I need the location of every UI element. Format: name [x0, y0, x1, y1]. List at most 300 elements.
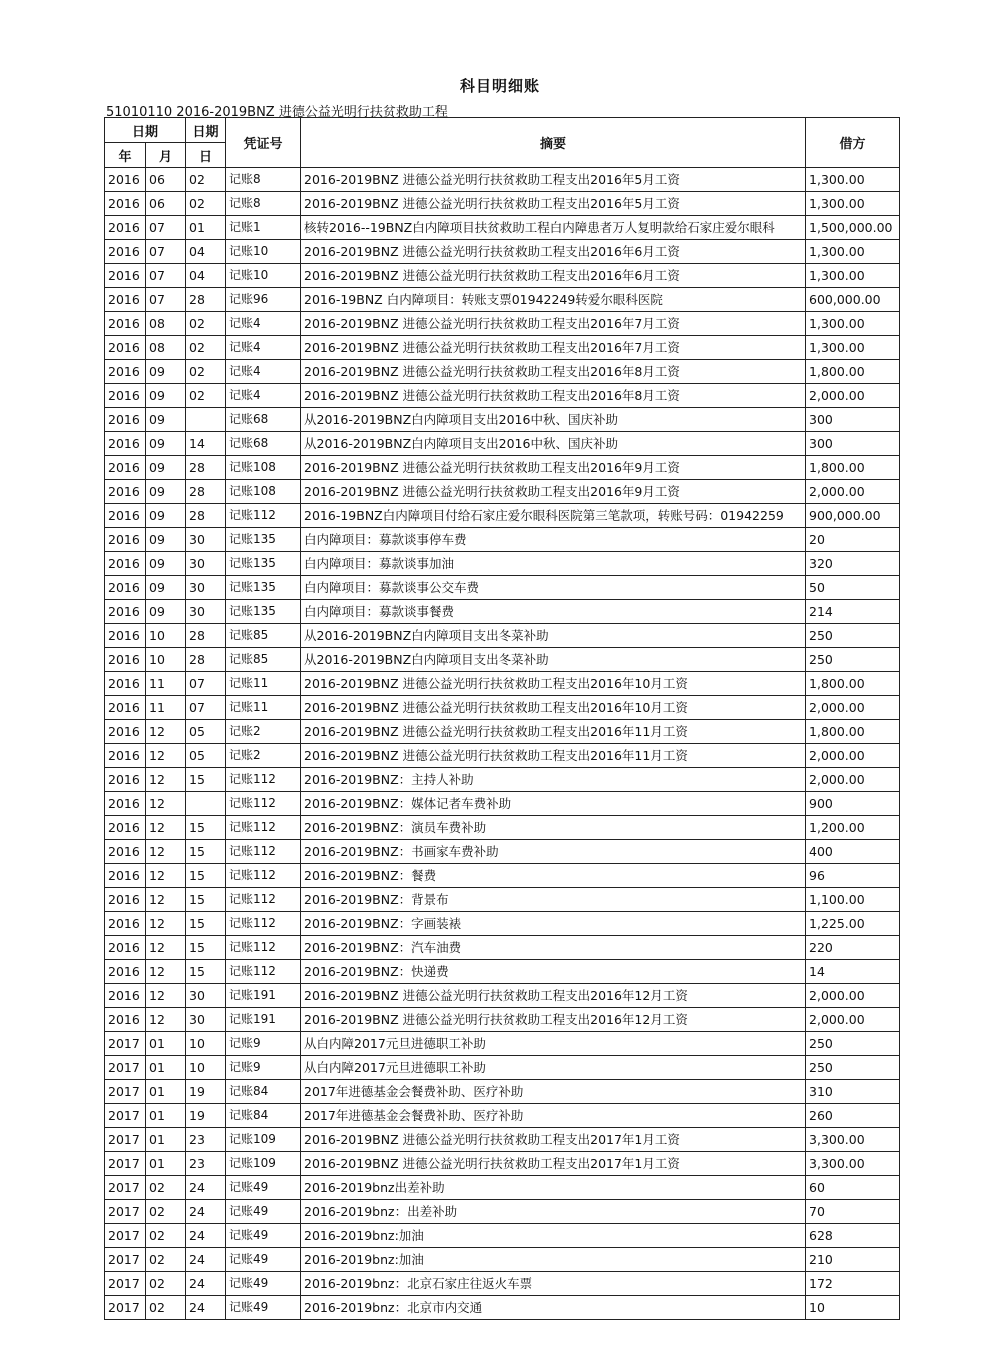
cell-month: 09: [146, 552, 186, 576]
cell-summary: 2016-2019bnz：北京石家庄往返火车票: [301, 1272, 806, 1296]
table-row: [105, 1128, 900, 1152]
cell-summary: 2016-19BNZ 白内障项目：转账支票01942249转爱尔眼科医院: [301, 288, 806, 312]
cell-day: 05: [186, 720, 226, 744]
table-row: [105, 936, 900, 960]
cell-voucher: 记账4: [226, 336, 301, 360]
cell-month: 01: [146, 1080, 186, 1104]
cell-debit: 1,300.00: [806, 240, 900, 264]
cell-voucher: 记账112: [226, 960, 301, 984]
table-row: [105, 624, 900, 648]
cell-debit: 1,300.00: [806, 168, 900, 192]
cell-month: 02: [146, 1296, 186, 1320]
cell-summary: 2016-2019BNZ 进德公益光明行扶贫救助工程支出2016年5月工资: [301, 192, 806, 216]
table-row: [105, 648, 900, 672]
cell-debit: 310: [806, 1080, 900, 1104]
cell-debit: 1,800.00: [806, 456, 900, 480]
cell-year: 2016: [105, 240, 146, 264]
cell-month: 12: [146, 768, 186, 792]
table-row: [105, 1152, 900, 1176]
cell-year: 2016: [105, 312, 146, 336]
cell-summary: 2016-2019BNZ 进德公益光明行扶贫救助工程支出2017年1月工资: [301, 1152, 806, 1176]
cell-month: 09: [146, 504, 186, 528]
cell-debit: 1,300.00: [806, 336, 900, 360]
cell-debit: 1,800.00: [806, 720, 900, 744]
cell-day: 28: [186, 288, 226, 312]
cell-month: 12: [146, 960, 186, 984]
cell-debit: 2,000.00: [806, 696, 900, 720]
cell-year: 2016: [105, 168, 146, 192]
cell-debit: 2,000.00: [806, 480, 900, 504]
cell-day: 04: [186, 264, 226, 288]
cell-day: 05: [186, 744, 226, 768]
cell-day: 15: [186, 936, 226, 960]
cell-month: 12: [146, 1008, 186, 1032]
cell-voucher: 记账68: [226, 408, 301, 432]
cell-year: 2017: [105, 1176, 146, 1200]
cell-summary: 2016-2019BNZ：背景布: [301, 888, 806, 912]
cell-voucher: 记账135: [226, 600, 301, 624]
cell-debit: 50: [806, 576, 900, 600]
table-row: [105, 1176, 900, 1200]
cell-year: 2016: [105, 408, 146, 432]
cell-day: 28: [186, 624, 226, 648]
cell-debit: 96: [806, 864, 900, 888]
header-voucher: 凭证号: [226, 118, 301, 168]
cell-year: 2017: [105, 1104, 146, 1128]
cell-year: 2016: [105, 552, 146, 576]
cell-day: 02: [186, 168, 226, 192]
cell-debit: 900,000.00: [806, 504, 900, 528]
table-row: [105, 888, 900, 912]
cell-year: 2016: [105, 840, 146, 864]
cell-summary: 2016-2019bnz:加油: [301, 1248, 806, 1272]
cell-summary: 2016-2019BNZ 进德公益光明行扶贫救助工程支出2016年11月工资: [301, 720, 806, 744]
table-row: [105, 1224, 900, 1248]
table-row: [105, 528, 900, 552]
cell-year: 2016: [105, 696, 146, 720]
cell-voucher: 记账49: [226, 1248, 301, 1272]
cell-summary: 2016-2019bnz：出差补助: [301, 1200, 806, 1224]
cell-summary: 2017年进德基金会餐费补助、医疗补助: [301, 1104, 806, 1128]
cell-debit: 1,225.00: [806, 912, 900, 936]
cell-day: 02: [186, 360, 226, 384]
cell-voucher: 记账9: [226, 1056, 301, 1080]
cell-debit: 60: [806, 1176, 900, 1200]
header-day: 日: [186, 143, 226, 168]
cell-day: 23: [186, 1128, 226, 1152]
cell-debit: 300: [806, 432, 900, 456]
cell-summary: 2016-2019BNZ：餐费: [301, 864, 806, 888]
cell-debit: 70: [806, 1200, 900, 1224]
cell-voucher: 记账85: [226, 648, 301, 672]
cell-voucher: 记账109: [226, 1128, 301, 1152]
header-date: 日期: [105, 118, 186, 143]
cell-debit: 600,000.00: [806, 288, 900, 312]
table-row: [105, 312, 900, 336]
cell-voucher: 记账191: [226, 984, 301, 1008]
header-month: 月: [146, 143, 186, 168]
table-row: [105, 192, 900, 216]
cell-year: 2017: [105, 1056, 146, 1080]
table-row: [105, 696, 900, 720]
cell-debit: 210: [806, 1248, 900, 1272]
cell-debit: 250: [806, 648, 900, 672]
cell-day: 15: [186, 768, 226, 792]
cell-voucher: 记账112: [226, 840, 301, 864]
cell-month: 06: [146, 192, 186, 216]
cell-month: 01: [146, 1056, 186, 1080]
cell-year: 2016: [105, 960, 146, 984]
cell-month: 01: [146, 1152, 186, 1176]
cell-debit: 1,500,000.00: [806, 216, 900, 240]
cell-debit: 250: [806, 1056, 900, 1080]
cell-day: 30: [186, 1008, 226, 1032]
cell-month: 12: [146, 984, 186, 1008]
cell-summary: 2016-2019BNZ：字画装裱: [301, 912, 806, 936]
cell-summary: 2016-2019BNZ 进德公益光明行扶贫救助工程支出2016年11月工资: [301, 744, 806, 768]
cell-voucher: 记账84: [226, 1080, 301, 1104]
cell-summary: 白内障项目：募款谈事停车费: [301, 528, 806, 552]
table-row: [105, 792, 900, 816]
cell-voucher: 记账96: [226, 288, 301, 312]
cell-month: 01: [146, 1032, 186, 1056]
table-row: [105, 360, 900, 384]
cell-month: 07: [146, 288, 186, 312]
cell-year: 2017: [105, 1200, 146, 1224]
table-row: [105, 768, 900, 792]
cell-year: 2017: [105, 1128, 146, 1152]
cell-summary: 2016-2019BNZ：演员车费补助: [301, 816, 806, 840]
cell-day: 15: [186, 912, 226, 936]
cell-day: 23: [186, 1152, 226, 1176]
table-row: [105, 216, 900, 240]
cell-day: 07: [186, 672, 226, 696]
account-subtitle: 51010110 2016-2019BNZ 进德公益光明行扶贫救助工程: [106, 105, 448, 120]
cell-month: 01: [146, 1128, 186, 1152]
cell-year: 2016: [105, 216, 146, 240]
cell-year: 2016: [105, 768, 146, 792]
cell-summary: 2017年进德基金会餐费补助、医疗补助: [301, 1080, 806, 1104]
cell-year: 2016: [105, 936, 146, 960]
cell-day: 24: [186, 1296, 226, 1320]
cell-day: 28: [186, 480, 226, 504]
cell-day: 30: [186, 984, 226, 1008]
cell-year: 2016: [105, 576, 146, 600]
cell-year: 2016: [105, 1008, 146, 1032]
cell-year: 2016: [105, 528, 146, 552]
cell-debit: 400: [806, 840, 900, 864]
cell-day: 19: [186, 1080, 226, 1104]
cell-day: 10: [186, 1032, 226, 1056]
cell-debit: 214: [806, 600, 900, 624]
cell-voucher: 记账68: [226, 432, 301, 456]
cell-day: 24: [186, 1176, 226, 1200]
cell-day: 15: [186, 816, 226, 840]
table-row: [105, 960, 900, 984]
table-row: [105, 240, 900, 264]
cell-year: 2016: [105, 744, 146, 768]
cell-voucher: 记账11: [226, 672, 301, 696]
cell-summary: 2016-2019BNZ：主持人补助: [301, 768, 806, 792]
cell-year: 2017: [105, 1296, 146, 1320]
cell-month: 11: [146, 672, 186, 696]
table-row: [105, 1008, 900, 1032]
cell-year: 2017: [105, 1248, 146, 1272]
cell-voucher: 记账4: [226, 384, 301, 408]
cell-month: 12: [146, 936, 186, 960]
table-row: [105, 384, 900, 408]
cell-day: 30: [186, 576, 226, 600]
cell-voucher: 记账112: [226, 768, 301, 792]
cell-month: 02: [146, 1200, 186, 1224]
cell-summary: 2016-2019BNZ 进德公益光明行扶贫救助工程支出2016年9月工资: [301, 480, 806, 504]
cell-summary: 2016-2019BNZ 进德公益光明行扶贫救助工程支出2016年8月工资: [301, 384, 806, 408]
cell-day: 02: [186, 312, 226, 336]
header-summary: 摘要: [301, 118, 806, 168]
cell-year: 2016: [105, 504, 146, 528]
table-row: [105, 672, 900, 696]
cell-month: 10: [146, 624, 186, 648]
cell-month: 09: [146, 600, 186, 624]
cell-voucher: 记账108: [226, 480, 301, 504]
ledger-header: [105, 118, 900, 168]
cell-summary: 白内障项目：募款谈事公交车费: [301, 576, 806, 600]
cell-month: 12: [146, 744, 186, 768]
cell-summary: 2016-2019BNZ：快递费: [301, 960, 806, 984]
cell-day: 19: [186, 1104, 226, 1128]
cell-debit: 172: [806, 1272, 900, 1296]
cell-day: 02: [186, 336, 226, 360]
cell-month: 08: [146, 336, 186, 360]
cell-year: 2016: [105, 984, 146, 1008]
cell-voucher: 记账1: [226, 216, 301, 240]
cell-year: 2017: [105, 1224, 146, 1248]
cell-month: 08: [146, 312, 186, 336]
cell-voucher: 记账49: [226, 1224, 301, 1248]
header-debit: 借方: [806, 118, 900, 168]
cell-debit: 1,100.00: [806, 888, 900, 912]
table-row: [105, 168, 900, 192]
cell-voucher: 记账112: [226, 792, 301, 816]
table-row: [105, 600, 900, 624]
table-row: [105, 864, 900, 888]
cell-day: 15: [186, 864, 226, 888]
cell-debit: 3,300.00: [806, 1152, 900, 1176]
cell-voucher: 记账191: [226, 1008, 301, 1032]
cell-debit: 300: [806, 408, 900, 432]
cell-year: 2016: [105, 288, 146, 312]
cell-day: 10: [186, 1056, 226, 1080]
table-row: [105, 1248, 900, 1272]
cell-day: 24: [186, 1248, 226, 1272]
cell-summary: 2016-2019BNZ 进德公益光明行扶贫救助工程支出2016年6月工资: [301, 240, 806, 264]
cell-summary: 从白内障2017元旦进德职工补助: [301, 1056, 806, 1080]
cell-summary: 2016-2019BNZ 进德公益光明行扶贫救助工程支出2016年10月工资: [301, 696, 806, 720]
cell-summary: 2016-2019bnz:加油: [301, 1224, 806, 1248]
cell-voucher: 记账112: [226, 816, 301, 840]
cell-month: 10: [146, 648, 186, 672]
cell-voucher: 记账11: [226, 696, 301, 720]
cell-month: 09: [146, 432, 186, 456]
cell-day: [186, 408, 226, 432]
cell-voucher: 记账109: [226, 1152, 301, 1176]
cell-year: 2016: [105, 864, 146, 888]
table-row: [105, 1200, 900, 1224]
cell-year: 2016: [105, 600, 146, 624]
cell-summary: 2016-2019BNZ 进德公益光明行扶贫救助工程支出2017年1月工资: [301, 1128, 806, 1152]
cell-day: 15: [186, 840, 226, 864]
cell-summary: 2016-2019BNZ：媒体记者车费补助: [301, 792, 806, 816]
cell-debit: 1,300.00: [806, 312, 900, 336]
cell-debit: 2,000.00: [806, 384, 900, 408]
cell-debit: 1,800.00: [806, 672, 900, 696]
cell-day: 24: [186, 1272, 226, 1296]
cell-year: 2016: [105, 192, 146, 216]
cell-year: 2016: [105, 792, 146, 816]
cell-day: 15: [186, 960, 226, 984]
cell-month: 12: [146, 816, 186, 840]
cell-summary: 从白内障2017元旦进德职工补助: [301, 1032, 806, 1056]
cell-year: 2016: [105, 720, 146, 744]
cell-month: 07: [146, 240, 186, 264]
cell-year: 2016: [105, 480, 146, 504]
cell-day: 28: [186, 504, 226, 528]
cell-debit: 628: [806, 1224, 900, 1248]
cell-debit: 220: [806, 936, 900, 960]
table-row: [105, 480, 900, 504]
cell-month: 07: [146, 264, 186, 288]
cell-summary: 2016-2019bnz：北京市内交通: [301, 1296, 806, 1320]
cell-year: 2016: [105, 456, 146, 480]
cell-summary: 白内障项目：募款谈事加油: [301, 552, 806, 576]
cell-day: 30: [186, 552, 226, 576]
cell-summary: 2016-2019BNZ 进德公益光明行扶贫救助工程支出2016年12月工资: [301, 1008, 806, 1032]
table-row: [105, 744, 900, 768]
cell-summary: 从2016-2019BNZ白内障项目支出2016中秋、国庆补助: [301, 432, 806, 456]
cell-day: 14: [186, 432, 226, 456]
cell-month: 06: [146, 168, 186, 192]
cell-summary: 从2016-2019BNZ白内障项目支出冬菜补助: [301, 624, 806, 648]
cell-year: 2017: [105, 1080, 146, 1104]
table-row: [105, 1080, 900, 1104]
cell-debit: 2,000.00: [806, 984, 900, 1008]
cell-voucher: 记账112: [226, 864, 301, 888]
cell-month: 09: [146, 360, 186, 384]
cell-voucher: 记账49: [226, 1296, 301, 1320]
cell-debit: 1,800.00: [806, 360, 900, 384]
cell-summary: 2016-2019BNZ 进德公益光明行扶贫救助工程支出2016年6月工资: [301, 264, 806, 288]
cell-month: 02: [146, 1272, 186, 1296]
cell-year: 2017: [105, 1272, 146, 1296]
cell-debit: 250: [806, 1032, 900, 1056]
page-title: 科目明细账: [459, 77, 540, 95]
cell-debit: 320: [806, 552, 900, 576]
cell-debit: 900: [806, 792, 900, 816]
table-row: [105, 912, 900, 936]
cell-day: 28: [186, 456, 226, 480]
cell-voucher: 记账49: [226, 1200, 301, 1224]
cell-debit: 20: [806, 528, 900, 552]
cell-year: 2016: [105, 912, 146, 936]
cell-day: 28: [186, 648, 226, 672]
cell-voucher: 记账2: [226, 744, 301, 768]
cell-debit: 1,200.00: [806, 816, 900, 840]
cell-day: 24: [186, 1224, 226, 1248]
table-row: [105, 264, 900, 288]
cell-month: 09: [146, 528, 186, 552]
cell-voucher: 记账112: [226, 912, 301, 936]
cell-day: 01: [186, 216, 226, 240]
cell-year: 2017: [105, 1032, 146, 1056]
cell-voucher: 记账4: [226, 312, 301, 336]
cell-debit: 3,300.00: [806, 1128, 900, 1152]
ledger-body: [105, 168, 900, 1320]
table-row: [105, 816, 900, 840]
cell-month: 09: [146, 384, 186, 408]
cell-voucher: 记账84: [226, 1104, 301, 1128]
cell-voucher: 记账2: [226, 720, 301, 744]
cell-year: 2016: [105, 624, 146, 648]
cell-year: 2016: [105, 360, 146, 384]
cell-summary: 从2016-2019BNZ白内障项目支出2016中秋、国庆补助: [301, 408, 806, 432]
cell-month: 07: [146, 216, 186, 240]
table-row: [105, 576, 900, 600]
cell-day: 02: [186, 384, 226, 408]
cell-month: 11: [146, 696, 186, 720]
cell-year: 2016: [105, 264, 146, 288]
cell-voucher: 记账4: [226, 360, 301, 384]
cell-day: 02: [186, 192, 226, 216]
cell-summary: 2016-2019BNZ 进德公益光明行扶贫救助工程支出2016年9月工资: [301, 456, 806, 480]
cell-debit: 10: [806, 1296, 900, 1320]
cell-month: 12: [146, 720, 186, 744]
cell-voucher: 记账9: [226, 1032, 301, 1056]
header-year: 年: [105, 143, 146, 168]
table-row: [105, 552, 900, 576]
cell-voucher: 记账112: [226, 504, 301, 528]
cell-summary: 核转2016--19BNZ白内障项目扶贫救助工程白内障患者万人复明款给石家庄爱尔眼科: [301, 216, 806, 240]
cell-year: 2016: [105, 384, 146, 408]
cell-debit: 250: [806, 624, 900, 648]
table-row: [105, 840, 900, 864]
cell-month: 12: [146, 864, 186, 888]
table-row: [105, 1272, 900, 1296]
table-row: [105, 984, 900, 1008]
cell-voucher: 记账10: [226, 240, 301, 264]
cell-summary: 2016-2019BNZ 进德公益光明行扶贫救助工程支出2016年10月工资: [301, 672, 806, 696]
cell-summary: 2016-2019BNZ 进德公益光明行扶贫救助工程支出2016年7月工资: [301, 336, 806, 360]
cell-summary: 2016-2019BNZ：汽车油费: [301, 936, 806, 960]
cell-summary: 2016-2019BNZ：书画家车费补助: [301, 840, 806, 864]
cell-debit: 2,000.00: [806, 744, 900, 768]
cell-debit: 2,000.00: [806, 1008, 900, 1032]
cell-summary: 2016-2019bnz出差补助: [301, 1176, 806, 1200]
cell-year: 2016: [105, 672, 146, 696]
cell-summary: 2016-19BNZ白内障项目付给石家庄爱尔眼科医院第三笔款项，转账号码：01942259: [301, 504, 806, 528]
header-date-day-group: 日期: [186, 118, 226, 143]
cell-voucher: 记账112: [226, 936, 301, 960]
cell-day: 30: [186, 528, 226, 552]
cell-debit: 2,000.00: [806, 768, 900, 792]
cell-voucher: 记账8: [226, 168, 301, 192]
cell-voucher: 记账49: [226, 1272, 301, 1296]
table-row: [105, 1104, 900, 1128]
cell-month: 02: [146, 1176, 186, 1200]
cell-voucher: 记账135: [226, 576, 301, 600]
cell-debit: 260: [806, 1104, 900, 1128]
table-row: [105, 720, 900, 744]
table-row: [105, 456, 900, 480]
